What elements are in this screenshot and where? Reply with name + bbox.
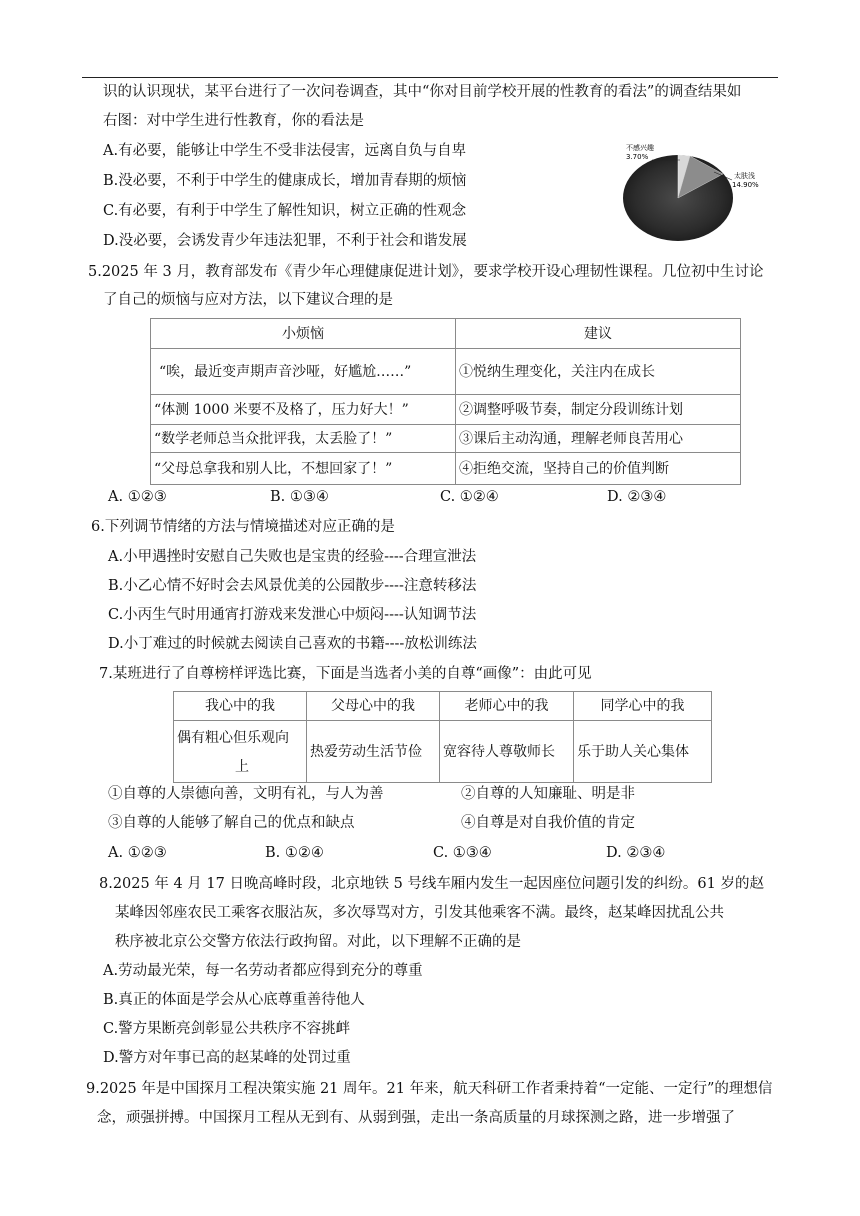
q4-option-d: D.没必要，会诱发青少年违法犯罪，不利于社会和谐发展 [103,233,467,249]
q9-stem-line1: 9.2025 年是中国探月工程决策实施 21 周年。21 年来，航天科研工作者秉持着“一定能、一定行”的理想信 [86,1081,773,1097]
pie-value-not-interested: 3.70% [626,153,649,161]
q7-statement-1: ①自尊的人崇德向善，文明有礼，与人为善 [108,786,384,802]
q5-row4-worry: “父母总拿我和别人比，不想回家了！” [151,453,456,485]
q5-option-b: B. ①③④ [270,489,329,505]
q7-cell-self-line2: 上 [235,758,249,775]
q5-row3-advice: ③课后主动沟通，理解老师良苦用心 [456,425,741,453]
q5-stem-line2: 了自己的烦恼与应对方法，以下建议合理的是 [103,292,393,308]
q7-stem: 7.某班进行了自尊榜样评选比赛，下面是当选者小美的自尊“画像”：由此可见 [99,666,592,682]
q6-stem: 6.下列调节情绪的方法与情境描述对应正确的是 [91,519,395,535]
q7-statement-2: ②自尊的人知廉耻、明是非 [461,786,635,802]
q8-stem-line1: 8.2025 年 4 月 17 日晚高峰时段，北京地铁 5 号线车厢内发生一起因座位问题引发的纠纷。61 岁的赵 [99,876,764,892]
q6-option-a: A.小甲遇挫时安慰自己失败也是宝贵的经验----合理宣泄法 [108,549,477,565]
q5-option-a: A. ①②③ [108,489,167,505]
q7-option-c: C. ①③④ [433,845,492,861]
q5-row1-worry: “唉，最近变声期声音沙哑，好尴尬……” [151,349,456,395]
q8-option-a: A.劳动最光荣，每一名劳动者都应得到充分的尊重 [103,963,423,979]
q7-statement-3: ③自尊的人能够了解自己的优点和缺点 [108,815,355,831]
q7-statement-4: ④自尊是对自我价值的肯定 [461,815,635,831]
q9-stem-line2: 念，顽强拼搏。中国探月工程从无到有、从弱到强，走出一条高质量的月球探测之路，进一步增强了 [97,1110,735,1126]
pie-value-too-shallow: 14.90% [732,181,759,189]
q8-stem-line2: 某峰因邻座农民工乘客衣服沾灰，多次辱骂对方，引发其他乘客不满。最终，赵某峰因扰乱公共 [115,905,724,921]
q7-header-classmates: 同学心中的我 [574,692,712,721]
q8-option-d: D.警方对年事已高的赵某峰的处罚过重 [103,1050,351,1066]
q5-row2-worry: “体测 1000 米要不及格了，压力好大！” [151,395,456,425]
q4-pie-chart [622,140,788,245]
q8-stem-line3: 秩序被北京公交警方依法行政拘留。对此，以下理解不正确的是 [115,934,521,950]
q7-cell-classmates: 乐于助人关心集体 [574,721,712,783]
q7-header-teachers: 老师心中的我 [440,692,574,721]
q7-table [173,691,712,783]
q8-option-c: C.警方果断亮剑彰显公共秩序不容挑衅 [103,1021,351,1037]
q5-header-advice: 建议 [456,319,741,349]
q7-option-a: A. ①②③ [108,845,167,861]
q7-option-d: D. ②③④ [606,845,666,861]
q4-option-b: B.没必要，不利于中学生的健康成长，增加青春期的烦恼 [103,173,467,189]
q6-option-d: D.小丁难过的时候就去阅读自己喜欢的书籍----放松训练法 [108,636,477,652]
q5-row1-advice: ①悦纳生理变化，关注内在成长 [456,349,741,395]
q8-option-b: B.真正的体面是学会从心底尊重善待他人 [103,992,365,1008]
q5-table [150,318,741,485]
q4-option-c: C.有必要，有利于中学生了解性知识，树立正确的性观念 [103,203,467,219]
q5-row2-advice: ②调整呼吸节奏，制定分段训练计划 [456,395,741,425]
pie-label-too-shallow: 太肤浅 [734,172,755,180]
q4-stem-line2: 右图：对中学生进行性教育，你的看法是 [103,113,364,129]
pie-label-not-interested: 不感兴趣 [626,144,654,152]
q5-stem-line1: 5.2025 年 3 月，教育部发布《青少年心理健康促进计划》，要求学校开设心理韧性课程。几位初中生讨论 [88,264,764,280]
header-rule [82,77,778,78]
q4-stem-line1: 识的认识现状，某平台进行了一次问卷调查，其中“你对目前学校开展的性教育的看法”的调查结果如 [103,84,742,100]
q5-option-d: D. ②③④ [607,489,667,505]
q6-option-c: C.小丙生气时用通宵打游戏来发泄心中烦闷----认知调节法 [108,607,477,623]
q7-cell-self [174,721,307,783]
q7-cell-teachers: 宽容待人尊敬师长 [440,721,574,783]
q5-header-worry: 小烦恼 [151,319,456,349]
q7-option-b: B. ①②④ [265,845,324,861]
q5-row3-worry: “数学老师总当众批评我，太丢脸了！” [151,425,456,453]
q6-option-b: B.小乙心情不好时会去风景优美的公园散步----注意转移法 [108,578,477,594]
q7-cell-parents: 热爱劳动生活节俭 [307,721,440,783]
q4-option-a: A.有必要，能够让中学生不受非法侵害，远离自负与自卑 [103,143,467,159]
q5-option-c: C. ①②④ [440,489,499,505]
q5-row4-advice: ④拒绝交流，坚持自己的价值判断 [456,453,741,485]
q7-header-parents: 父母心中的我 [307,692,440,721]
q7-header-self: 我心中的我 [174,692,307,721]
q7-cell-self-line1: 偶有粗心但乐观向 [177,729,289,746]
